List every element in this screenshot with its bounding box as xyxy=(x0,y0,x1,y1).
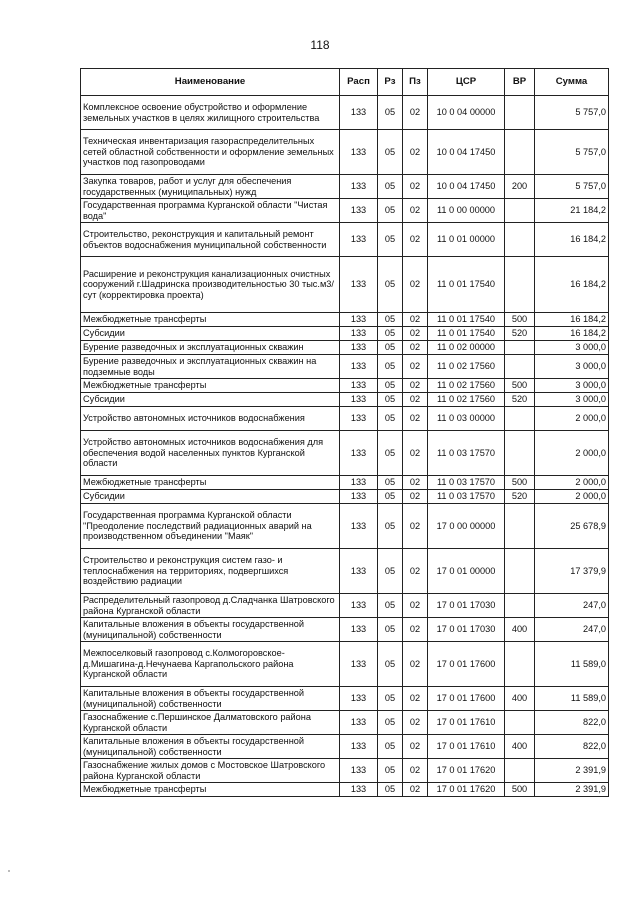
cell-vr: 400 xyxy=(505,735,535,759)
cell-sum: 3 000,0 xyxy=(535,379,609,393)
table-row xyxy=(81,393,609,407)
cell-csr: 11 0 01 17540 xyxy=(428,257,505,313)
table-row xyxy=(81,407,609,431)
cell-sum: 247,0 xyxy=(535,618,609,642)
cell-rasp: 133 xyxy=(340,711,378,735)
cell-csr: 17 0 01 17600 xyxy=(428,687,505,711)
cell-sum: 2 000,0 xyxy=(535,490,609,504)
cell-pz: 02 xyxy=(403,96,428,130)
cell-pz: 02 xyxy=(403,687,428,711)
cell-csr: 11 0 01 17540 xyxy=(428,327,505,341)
cell-rz: 05 xyxy=(378,735,403,759)
cell-name: Межбюджетные трансферты xyxy=(81,783,340,797)
table-row xyxy=(81,735,609,759)
cell-sum: 2 000,0 xyxy=(535,476,609,490)
cell-name: Устройство автономных источников водоснабжения для обеспечения водой населенных пунктов Курганской области xyxy=(81,431,340,476)
table-row xyxy=(81,431,609,476)
table-row xyxy=(81,355,609,379)
cell-rasp: 133 xyxy=(340,355,378,379)
cell-rasp: 133 xyxy=(340,618,378,642)
table-row xyxy=(81,327,609,341)
cell-vr: 500 xyxy=(505,783,535,797)
cell-pz: 02 xyxy=(403,393,428,407)
cell-rz: 05 xyxy=(378,341,403,355)
cell-vr xyxy=(505,96,535,130)
cell-vr xyxy=(505,130,535,175)
cell-sum: 3 000,0 xyxy=(535,355,609,379)
header-csr: ЦСР xyxy=(428,69,505,96)
cell-sum: 11 589,0 xyxy=(535,642,609,687)
cell-csr: 17 0 01 00000 xyxy=(428,549,505,594)
cell-rasp: 133 xyxy=(340,490,378,504)
table-row xyxy=(81,175,609,199)
cell-name: Расширение и реконструкция канализационных очистных сооружений г.Шадринска производительностью 30 тыс.м3/сут (корректировка проекта) xyxy=(81,257,340,313)
cell-rasp: 133 xyxy=(340,783,378,797)
cell-name: Бурение разведочных и эксплуатационных скважин на подземные воды xyxy=(81,355,340,379)
cell-sum: 2 000,0 xyxy=(535,407,609,431)
cell-sum: 17 379,9 xyxy=(535,549,609,594)
cell-rasp: 133 xyxy=(340,223,378,257)
table-row xyxy=(81,130,609,175)
table-row xyxy=(81,257,609,313)
cell-name: Субсидии xyxy=(81,490,340,504)
cell-vr: 500 xyxy=(505,379,535,393)
cell-pz: 02 xyxy=(403,355,428,379)
cell-rz: 05 xyxy=(378,490,403,504)
cell-name: Капитальные вложения в объекты государственной (муниципальной) собственности xyxy=(81,618,340,642)
cell-rz: 05 xyxy=(378,96,403,130)
header-name: Наименование xyxy=(81,69,340,96)
cell-rasp: 133 xyxy=(340,642,378,687)
cell-rz: 05 xyxy=(378,759,403,783)
cell-rz: 05 xyxy=(378,504,403,549)
cell-vr xyxy=(505,257,535,313)
cell-sum: 25 678,9 xyxy=(535,504,609,549)
cell-sum: 5 757,0 xyxy=(535,96,609,130)
cell-vr xyxy=(505,594,535,618)
cell-vr: 520 xyxy=(505,327,535,341)
cell-rz: 05 xyxy=(378,687,403,711)
cell-pz: 02 xyxy=(403,759,428,783)
cell-pz: 02 xyxy=(403,431,428,476)
table-row xyxy=(81,379,609,393)
table-row xyxy=(81,594,609,618)
cell-csr: 11 0 01 17540 xyxy=(428,313,505,327)
table-row xyxy=(81,759,609,783)
header-pz: Пз xyxy=(403,69,428,96)
cell-vr: 200 xyxy=(505,175,535,199)
cell-name: Межбюджетные трансферты xyxy=(81,379,340,393)
scan-artifact xyxy=(8,870,10,872)
cell-csr: 10 0 04 00000 xyxy=(428,96,505,130)
budget-table xyxy=(80,68,609,797)
cell-vr: 500 xyxy=(505,476,535,490)
cell-sum: 2 391,9 xyxy=(535,783,609,797)
table-row xyxy=(81,223,609,257)
cell-pz: 02 xyxy=(403,341,428,355)
cell-pz: 02 xyxy=(403,175,428,199)
cell-csr: 10 0 04 17450 xyxy=(428,130,505,175)
cell-name: Межбюджетные трансферты xyxy=(81,476,340,490)
cell-name: Газоснабжение жилых домов с Мостовское Шатровского района Курганской области xyxy=(81,759,340,783)
cell-name: Комплексное освоение обустройство и оформление земельных участков в целях жилищного строительства xyxy=(81,96,340,130)
cell-pz: 02 xyxy=(403,130,428,175)
cell-sum: 5 757,0 xyxy=(535,130,609,175)
cell-vr: 500 xyxy=(505,313,535,327)
cell-csr: 11 0 02 17560 xyxy=(428,379,505,393)
cell-name: Бурение разведочных и эксплуатационных скважин xyxy=(81,341,340,355)
cell-pz: 02 xyxy=(403,618,428,642)
cell-csr: 11 0 03 00000 xyxy=(428,407,505,431)
cell-rz: 05 xyxy=(378,407,403,431)
table-body xyxy=(81,96,609,797)
table-row xyxy=(81,490,609,504)
header-sum: Сумма xyxy=(535,69,609,96)
cell-rasp: 133 xyxy=(340,257,378,313)
cell-name: Субсидии xyxy=(81,327,340,341)
cell-name: Межпоселковый газопровод с.Колмогоровское-д.Мишагина-д.Нечунаева Каргапольского района Курганской области xyxy=(81,642,340,687)
cell-rz: 05 xyxy=(378,175,403,199)
table-row xyxy=(81,341,609,355)
cell-name: Межбюджетные трансферты xyxy=(81,313,340,327)
cell-rasp: 133 xyxy=(340,313,378,327)
table-row xyxy=(81,549,609,594)
cell-sum: 2 000,0 xyxy=(535,431,609,476)
table-row xyxy=(81,476,609,490)
cell-pz: 02 xyxy=(403,504,428,549)
cell-sum: 3 000,0 xyxy=(535,341,609,355)
table-header-row xyxy=(81,69,609,96)
cell-rz: 05 xyxy=(378,476,403,490)
cell-csr: 17 0 01 17600 xyxy=(428,642,505,687)
cell-csr: 17 0 01 17610 xyxy=(428,711,505,735)
table-row xyxy=(81,96,609,130)
cell-vr xyxy=(505,504,535,549)
cell-rasp: 133 xyxy=(340,341,378,355)
cell-name: Государственная программа Курганской области "Чистая вода" xyxy=(81,199,340,223)
table-row xyxy=(81,711,609,735)
cell-rasp: 133 xyxy=(340,379,378,393)
cell-rz: 05 xyxy=(378,783,403,797)
cell-vr xyxy=(505,407,535,431)
cell-rz: 05 xyxy=(378,130,403,175)
cell-csr: 17 0 01 17030 xyxy=(428,594,505,618)
cell-name: Строительство и реконструкция систем газо- и теплоснабжения на территориях, подвергшихся воздействию радиации xyxy=(81,549,340,594)
table-row xyxy=(81,618,609,642)
cell-sum: 16 184,2 xyxy=(535,327,609,341)
cell-sum: 2 391,9 xyxy=(535,759,609,783)
cell-sum: 822,0 xyxy=(535,735,609,759)
cell-rz: 05 xyxy=(378,594,403,618)
cell-sum: 5 757,0 xyxy=(535,175,609,199)
cell-sum: 21 184,2 xyxy=(535,199,609,223)
cell-sum: 11 589,0 xyxy=(535,687,609,711)
cell-vr: 520 xyxy=(505,393,535,407)
cell-sum: 16 184,2 xyxy=(535,257,609,313)
cell-rasp: 133 xyxy=(340,476,378,490)
header-rasp: Расп xyxy=(340,69,378,96)
cell-csr: 11 0 03 17570 xyxy=(428,431,505,476)
cell-rasp: 133 xyxy=(340,549,378,594)
cell-name: Строительство, реконструкция и капитальный ремонт объектов водоснабжения муниципальной собственности xyxy=(81,223,340,257)
cell-csr: 17 0 01 17030 xyxy=(428,618,505,642)
cell-rz: 05 xyxy=(378,549,403,594)
cell-rasp: 133 xyxy=(340,735,378,759)
cell-name: Техническая инвентаризация газораспределительных сетей областной собственности и оформление земельных участков под газопроводами xyxy=(81,130,340,175)
cell-rasp: 133 xyxy=(340,407,378,431)
cell-name: Капитальные вложения в объекты государственной (муниципальной) собственности xyxy=(81,687,340,711)
cell-vr xyxy=(505,223,535,257)
cell-rz: 05 xyxy=(378,313,403,327)
cell-name: Устройство автономных источников водоснабжения xyxy=(81,407,340,431)
cell-pz: 02 xyxy=(403,476,428,490)
cell-rz: 05 xyxy=(378,257,403,313)
cell-pz: 02 xyxy=(403,783,428,797)
cell-name: Газоснабжение с.Першинское Далматовского района Курганской области xyxy=(81,711,340,735)
cell-pz: 02 xyxy=(403,379,428,393)
table-row xyxy=(81,313,609,327)
cell-rasp: 133 xyxy=(340,96,378,130)
cell-csr: 11 0 02 00000 xyxy=(428,341,505,355)
cell-vr xyxy=(505,642,535,687)
cell-rz: 05 xyxy=(378,642,403,687)
cell-vr xyxy=(505,199,535,223)
cell-csr: 11 0 00 00000 xyxy=(428,199,505,223)
cell-vr: 520 xyxy=(505,490,535,504)
cell-rasp: 133 xyxy=(340,327,378,341)
cell-sum: 822,0 xyxy=(535,711,609,735)
cell-rasp: 133 xyxy=(340,175,378,199)
cell-rasp: 133 xyxy=(340,199,378,223)
cell-pz: 02 xyxy=(403,735,428,759)
cell-vr: 400 xyxy=(505,618,535,642)
cell-sum: 247,0 xyxy=(535,594,609,618)
cell-rasp: 133 xyxy=(340,504,378,549)
cell-csr: 11 0 03 17570 xyxy=(428,490,505,504)
cell-rasp: 133 xyxy=(340,431,378,476)
cell-rz: 05 xyxy=(378,431,403,476)
cell-vr xyxy=(505,341,535,355)
cell-name: Субсидии xyxy=(81,393,340,407)
cell-pz: 02 xyxy=(403,257,428,313)
cell-csr: 17 0 01 17610 xyxy=(428,735,505,759)
cell-name: Государственная программа Курганской области "Преодоление последствий радиационных аварий на производственном объединении "Маяк" xyxy=(81,504,340,549)
cell-rz: 05 xyxy=(378,199,403,223)
cell-csr: 11 0 02 17560 xyxy=(428,393,505,407)
cell-pz: 02 xyxy=(403,642,428,687)
cell-rz: 05 xyxy=(378,393,403,407)
cell-pz: 02 xyxy=(403,711,428,735)
cell-rz: 05 xyxy=(378,355,403,379)
cell-csr: 11 0 03 17570 xyxy=(428,476,505,490)
cell-vr xyxy=(505,711,535,735)
cell-name: Закупка товаров, работ и услуг для обеспечения государственных (муниципальных) нужд xyxy=(81,175,340,199)
cell-csr: 17 0 00 00000 xyxy=(428,504,505,549)
cell-rasp: 133 xyxy=(340,687,378,711)
cell-csr: 11 0 01 00000 xyxy=(428,223,505,257)
cell-vr xyxy=(505,549,535,594)
cell-vr xyxy=(505,431,535,476)
table-row xyxy=(81,199,609,223)
cell-sum: 16 184,2 xyxy=(535,313,609,327)
cell-rasp: 133 xyxy=(340,759,378,783)
cell-rz: 05 xyxy=(378,618,403,642)
cell-vr: 400 xyxy=(505,687,535,711)
cell-csr: 17 0 01 17620 xyxy=(428,759,505,783)
cell-sum: 3 000,0 xyxy=(535,393,609,407)
cell-rz: 05 xyxy=(378,711,403,735)
cell-rz: 05 xyxy=(378,379,403,393)
cell-rasp: 133 xyxy=(340,130,378,175)
table-row xyxy=(81,642,609,687)
page-number: 118 xyxy=(310,38,330,52)
cell-sum: 16 184,2 xyxy=(535,223,609,257)
cell-pz: 02 xyxy=(403,407,428,431)
cell-vr xyxy=(505,759,535,783)
cell-rz: 05 xyxy=(378,327,403,341)
cell-pz: 02 xyxy=(403,199,428,223)
cell-pz: 02 xyxy=(403,223,428,257)
table-row xyxy=(81,687,609,711)
cell-pz: 02 xyxy=(403,313,428,327)
table-row xyxy=(81,504,609,549)
header-rz: Рз xyxy=(378,69,403,96)
cell-rz: 05 xyxy=(378,223,403,257)
cell-pz: 02 xyxy=(403,490,428,504)
cell-csr: 17 0 01 17620 xyxy=(428,783,505,797)
cell-csr: 11 0 02 17560 xyxy=(428,355,505,379)
cell-vr xyxy=(505,355,535,379)
cell-pz: 02 xyxy=(403,327,428,341)
cell-pz: 02 xyxy=(403,549,428,594)
cell-pz: 02 xyxy=(403,594,428,618)
header-vr: ВР xyxy=(505,69,535,96)
table-row xyxy=(81,783,609,797)
cell-name: Капитальные вложения в объекты государственной (муниципальной) собственности xyxy=(81,735,340,759)
cell-csr: 10 0 04 17450 xyxy=(428,175,505,199)
cell-rasp: 133 xyxy=(340,594,378,618)
cell-rasp: 133 xyxy=(340,393,378,407)
cell-name: Распределительный газопровод д.Сладчанка Шатровского района Курганской области xyxy=(81,594,340,618)
